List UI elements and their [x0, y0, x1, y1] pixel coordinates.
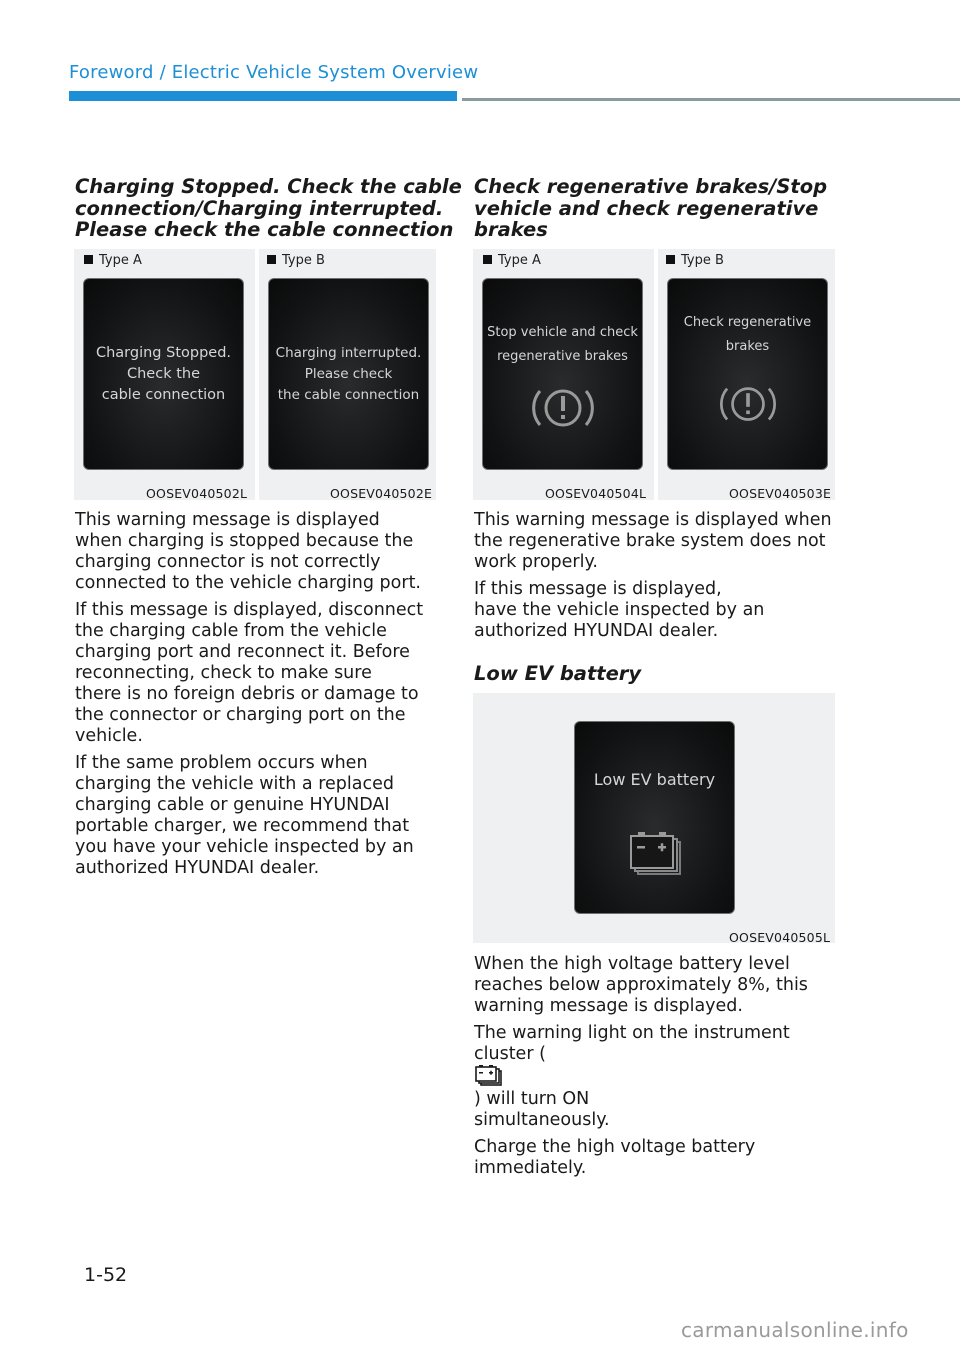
- square-bullet-icon: [483, 255, 492, 264]
- battery-stack-icon: [629, 832, 683, 878]
- figure-regen-brakes: [473, 249, 835, 500]
- figure-code-b: OOSEV040502E: [330, 486, 433, 501]
- figure-charging-stopped: [74, 249, 436, 500]
- charging-description: [75, 510, 435, 885]
- figure-code-a: OOSEV040502L: [146, 486, 248, 501]
- paragraph: If the same problem occurs when charging the vehicle with a replaced charging cable or genuine HYUNDAI portable charger, we recommend that you have your vehicle inspected by an authorized HYUNDAI dealer.: [75, 753, 414, 878]
- screen-message: Charging interrupted. Please check the cable connection: [275, 345, 422, 403]
- section-title-regen: Check regenerative brakes/Stop vehicle and check regenerative brakes: [474, 175, 828, 241]
- brake-warning-icon: [718, 379, 778, 431]
- type-b-label: Type B: [666, 253, 724, 268]
- square-bullet-icon: [84, 255, 93, 264]
- paragraph: Charge the high voltage battery immediately.: [474, 1137, 756, 1178]
- paragraph: If this message is displayed, disconnect the charging cable from the vehicle charging port and reconnect it. Before reconnecting, check to make sure there is no foreign debris or damage to the connector or charging port on the vehicle.: [75, 600, 424, 746]
- section-title-charging: Charging Stopped. Check the cable connection/Charging interrupted. Please check the cable connection: [75, 175, 462, 241]
- type-a-label: Type A: [483, 253, 541, 268]
- header-bar-accent: [69, 91, 457, 101]
- figure-divider: [255, 249, 259, 500]
- type-a-label: Type A: [84, 253, 142, 268]
- square-bullet-icon: [267, 255, 276, 264]
- paragraph: If this message is displayed, have the vehicle inspected by an authorized HYUNDAI dealer.: [474, 579, 765, 641]
- type-b-label: Type B: [267, 253, 325, 268]
- screen-message: Low EV battery: [593, 770, 716, 789]
- screen-message: Charging Stopped. Check the cable connection: [95, 345, 232, 403]
- cluster-screen-battery: [574, 721, 735, 914]
- paragraph: When the high voltage battery level reaches below approximately 8%, this warning message is displayed.: [474, 954, 808, 1016]
- screen-message: Stop vehicle and check regenerative brakes: [487, 325, 638, 364]
- cluster-screen-type-b: [268, 278, 429, 470]
- figure-code-b: OOSEV040503E: [729, 486, 832, 501]
- figure-code: OOSEV040505L: [729, 930, 831, 945]
- screen-message: Check regenerative brakes: [683, 315, 812, 354]
- figure-code-a: OOSEV040504L: [545, 486, 647, 501]
- paragraph: The warning light on the instrument cluster ( ) will turn ON simultaneously.: [474, 1023, 790, 1130]
- regen-description: [474, 510, 834, 648]
- cluster-screen-type-a: [482, 278, 643, 470]
- figure-divider: [654, 249, 658, 500]
- page-number: 1-52: [84, 1264, 128, 1286]
- cluster-screen-type-a: [83, 278, 244, 470]
- brake-warning-icon: [530, 381, 596, 437]
- page-header-title: Foreword / Electric Vehicle System Overview: [69, 62, 479, 83]
- section-title-battery: Low EV battery: [474, 662, 642, 685]
- paragraph: This warning message is displayed when charging is stopped because the charging connector is not correctly connected to the vehicle charging port.: [75, 510, 421, 593]
- figure-low-ev-battery: [473, 693, 835, 943]
- battery-stack-icon: [475, 1065, 503, 1087]
- header-bar-rule: [462, 98, 960, 101]
- watermark-text: carmanualsonline.info: [681, 1318, 909, 1342]
- paragraph: This warning message is displayed when the regenerative brake system does not work properly.: [474, 510, 832, 572]
- square-bullet-icon: [666, 255, 675, 264]
- cluster-screen-type-b: [667, 278, 828, 470]
- battery-description: [474, 954, 834, 1185]
